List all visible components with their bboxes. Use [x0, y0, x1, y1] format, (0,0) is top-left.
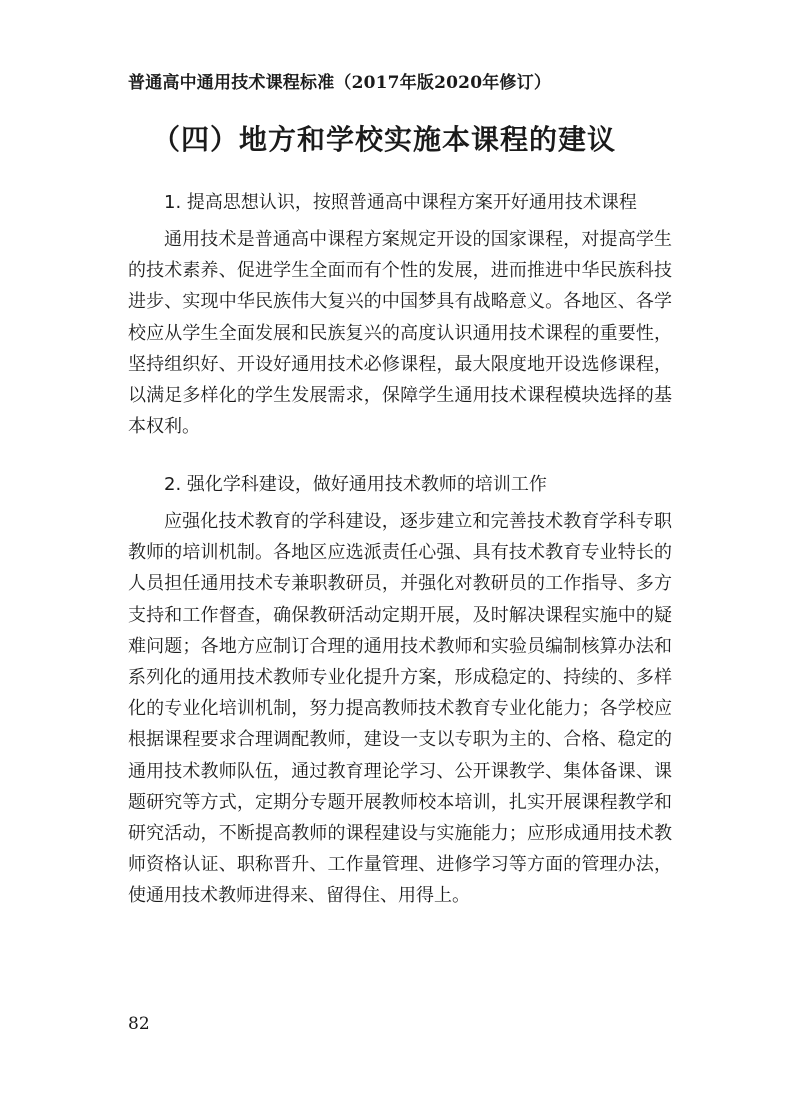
subsection-paragraph: 通用技术是普通高中课程方案规定开设的国家课程，对提高学生的技术素养、促进学生全面而有个性的发展，进而推进中华民族科技进步、实现中华民族伟大复兴的中国梦具有战略意义。各地区、各学校应从学生全面发展和民族复兴的高度认识通用技术课程的重要性，坚持组织好、开设好通用技术必修课程，最大限度地开设选修课程，以满足多样化的学生发展需求，保障学生通用技术课程模块选择的基本权利。: [128, 229, 672, 438]
page-number: 82: [128, 1014, 150, 1034]
subsection-heading: 1. 提高思想认识，按照普通高中课程方案开好通用技术课程: [164, 192, 637, 213]
section-title: （四）地方和学校实施本课程的建议: [152, 123, 617, 156]
subsection-paragraph: 应强化技术教育的学科建设，逐步建立和完善技术教育学科专职教师的培训机制。各地区应选派责任心强、具有技术教育专业特长的人员担任通用技术专兼职教研员，并强化对教研员的工作指导、多方支持和工作督查，确保教研活动定期开展，及时解决课程实施中的疑难问题；各地方应制订合理的通用技术教师和实验员编制核算办法和系列化的通用技术教师专业化提升方案，形成稳定的、持续的、多样化的专业化培训机制，努力提高教师技术教育专业化能力；各学校应根据课程要求合理调配教师，建设一支以专职为主的、合格、稳定的通用技术教师队伍，通过教育理论学习、公开课教学、集体备课、课题研究等方式，定期分专题开展教师校本培训，扎实开展课程教学和研究活动，不断提高教师的课程建设与实施能力；应形成通用技术教师资格认证、职称晋升、工作量管理、进修学习等方面的管理办法，使通用技术教师进得来、留得住、用得上。: [128, 511, 672, 907]
running-header: 普通高中通用技术课程标准（2017年版2020年修订）: [128, 73, 552, 93]
subsection-1: [128, 192, 672, 442]
subsection-2: [128, 474, 672, 912]
subsection-heading: 2. 强化学科建设，做好通用技术教师的培训工作: [164, 474, 547, 495]
